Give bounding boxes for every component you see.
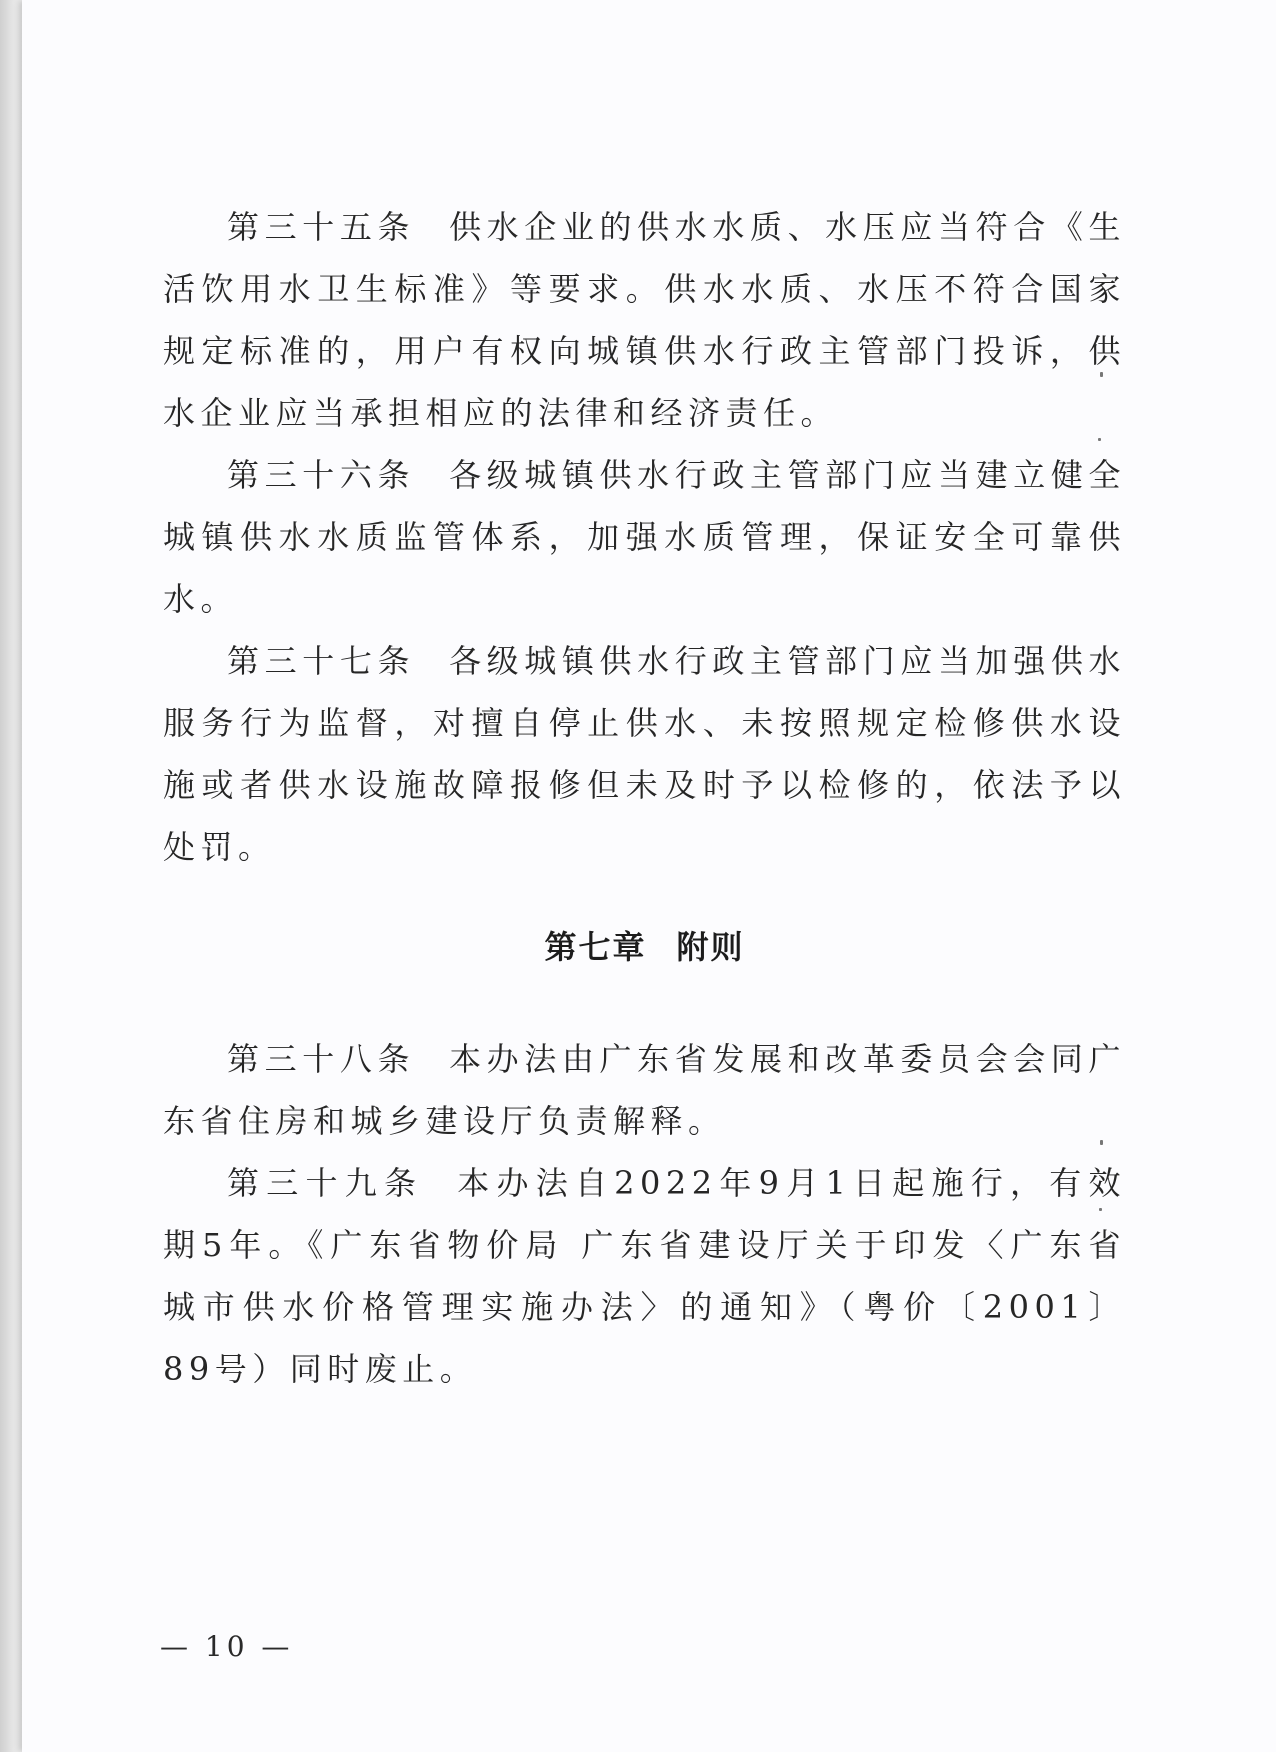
article-number: 第三十九条 xyxy=(227,1164,424,1202)
article-text: 本办法自2022年9月1日起施行，有效期5年。《广东省物价局 广东省建设厅关于印发〈广东省城市供水价格管理实施办法〉的通知》（粤价〔2001〕89号）同时废止。 xyxy=(163,1164,1126,1388)
article-number: 第三十五条 xyxy=(227,208,416,246)
chapter-heading xyxy=(163,922,1126,968)
chapter-number: 第七章 xyxy=(544,928,647,966)
article-text: 各级城镇供水行政主管部门应当加强供水服务行为监督，对擅自停止供水、未按照规定检修供水设施或者供水设施故障报修但未及时予以检修的，依法予以处罚。 xyxy=(163,642,1126,866)
article-number: 第三十八条 xyxy=(227,1040,416,1078)
article-37 xyxy=(163,630,1126,878)
article-35 xyxy=(163,196,1126,444)
scan-edge xyxy=(0,0,22,1752)
chapter-title: 附则 xyxy=(676,928,745,966)
page-number: — 10 — xyxy=(160,1630,294,1663)
article-text: 本办法由广东省发展和改革委员会会同广东省住房和城乡建设厅负责解释。 xyxy=(163,1040,1126,1140)
article-number: 第三十六条 xyxy=(227,456,416,494)
article-36 xyxy=(163,444,1126,630)
document-body xyxy=(163,196,1126,1400)
article-39 xyxy=(163,1152,1126,1400)
article-38 xyxy=(163,1028,1126,1152)
article-text: 供水企业的供水水质、水压应当符合《生活饮用水卫生标准》等要求。供水水质、水压不符合国家规定标准的，用户有权向城镇供水行政主管部门投诉，供水企业应当承担相应的法律和经济责任。 xyxy=(163,208,1126,432)
article-text: 各级城镇供水行政主管部门应当建立健全城镇供水水质监管体系，加强水质管理，保证安全可靠供水。 xyxy=(163,456,1126,618)
article-number: 第三十七条 xyxy=(227,642,416,680)
